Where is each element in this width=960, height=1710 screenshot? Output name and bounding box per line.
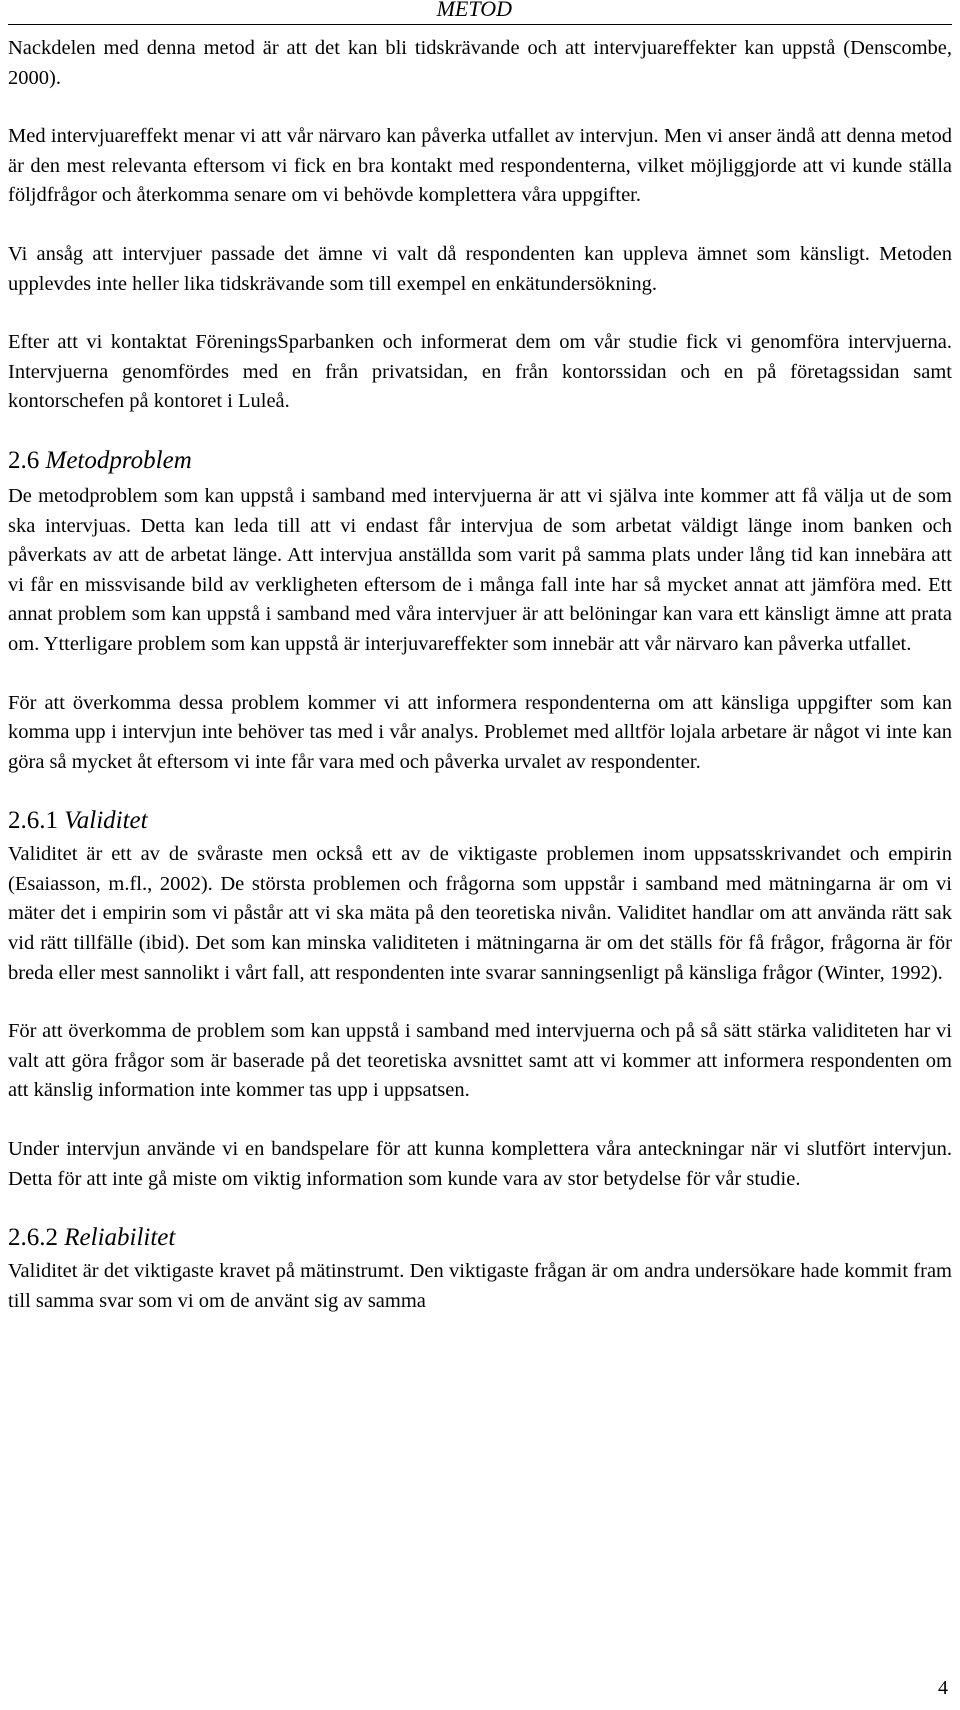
paragraph-intro-4: Efter att vi kontaktat FöreningsSparbanken och informerat dem om vår studie fick vi genomföra intervjuerna. Intervjuerna genomfördes med en från privatsidan, en från kontorssidan och en på företagssidan samt kontorschefen på kontoret i Luleå. [8,331,952,413]
section-number: 2.6 [8,446,40,474]
paragraph-metodproblem-1: De metodproblem som kan uppstå i samband med intervjuerna är att vi själva inte kommer att få välja ut de som ska intervjuas. Detta kan leda till att vi endast får intervjua de som arbetat väldigt länge inom banken och påverkats av att de arbetat länge. Att intervjua anställda som varit på samma plats under lång tid kan innebära att vi får en missvisande bild av verkligheten eftersom de i många fall inte har så mycket annat att jämföra med. Ett annat problem som kan uppstå i samband med våra intervjuer är att belöningar kan vara ett känsligt ämne att prata om. Ytterligare problem som kan uppstå är interjuvareffekter som innebär att vår närvaro kan påverka utfallet. [8,484,952,655]
section-number: 2.6.2 [8,1224,58,1252]
paragraph-validitet-3: Under intervjun använde vi en bandspelare för att kunna komplettera våra anteckningar när vi slutfört intervjun. Detta för att inte gå miste om viktig information som kunde vara av stor betydelse för vår studie. [8,1138,952,1190]
paragraph-reliabilitet-1: Validitet är det viktigaste kravet på mätinstrumt. Den viktigaste frågan är om andra undersökare hade kommit fram till samma svar som vi om de använt sig av samma [8,1260,952,1312]
paragraph-intro-3: Vi ansåg att intervjuer passade det ämne vi valt då respondenten kan uppleva ämnet som känsligt. Metoden upplevdes inte heller lika tidskrävande som till exempel en enkätundersökning. [8,242,952,295]
paragraph-metodproblem-2: För att överkomma dessa problem kommer vi att informera respondenterna om att känsliga uppgifter som kan komma upp i intervjun inte behöver tas med i vår analys. Problemet med alltför lojala arbetare är något vi inte kan göra så mycket åt eftersom vi inte får vara med och påverka urvalet av respondenter. [8,691,952,773]
section-number: 2.6.1 [8,807,58,835]
page-number: 4 [938,1677,948,1699]
paragraph-intro-1: Nackdelen med denna metod är att det kan bli tidskrävande och att intervjuareffekter kan uppstå (Denscombe, 2000). [8,37,952,89]
paragraph-intro-2: Med intervjuareffekt menar vi att vår närvaro kan påverka utfallet av intervjun. Men vi anser ändå att denna metod är den mest relevanta eftersom vi fick en bra kontakt med respondenterna, vilket möjliggjorde att vi kunde ställa följdfrågor och återkomma senare om vi behövde komplettera våra uppgifter. [8,125,952,207]
paragraph-validitet-2: För att överkomma de problem som kan uppstå i samband med intervjuerna och på så sätt stärka validiteten har vi valt att göra frågor som är baserade på det teoretiska avsnittet samt att vi kommer att informera respondenten om att känslig information inte kommer tas upp i uppsatsen. [8,1020,952,1102]
document-body [8,34,952,1316]
section-title: Metodproblem [45,446,192,474]
section-title: Validitet [64,807,148,835]
section-heading-metodproblem [8,446,952,476]
header-title: METOD [436,0,512,21]
section-heading-reliabilitet [8,1223,952,1253]
page-header [8,0,952,25]
section-title: Reliabilitet [64,1224,176,1252]
paragraph-validitet-1: Validitet är ett av de svåraste men också ett av de viktigaste problemen inom uppsatsskrivandet och empirin (Esaiasson, m.fl., 2002). De största problemen och frågorna som uppstår i samband med mätningarna är om vi mäter det i empirin som vi påstår att vi ska mäta på den teoretiska nivån. Validitet handlar om att använda rätt sak vid rätt tillfälle (ibid). Det som kan minska validiteten i mätningarna är om det ställs för få frågor, frågorna är för breda eller mest sannolikt i vårt fall, att respondenten inte svarar sanningsenligt på känsliga frågor (Winter, 1992). [8,843,952,984]
section-heading-validitet [8,806,952,836]
